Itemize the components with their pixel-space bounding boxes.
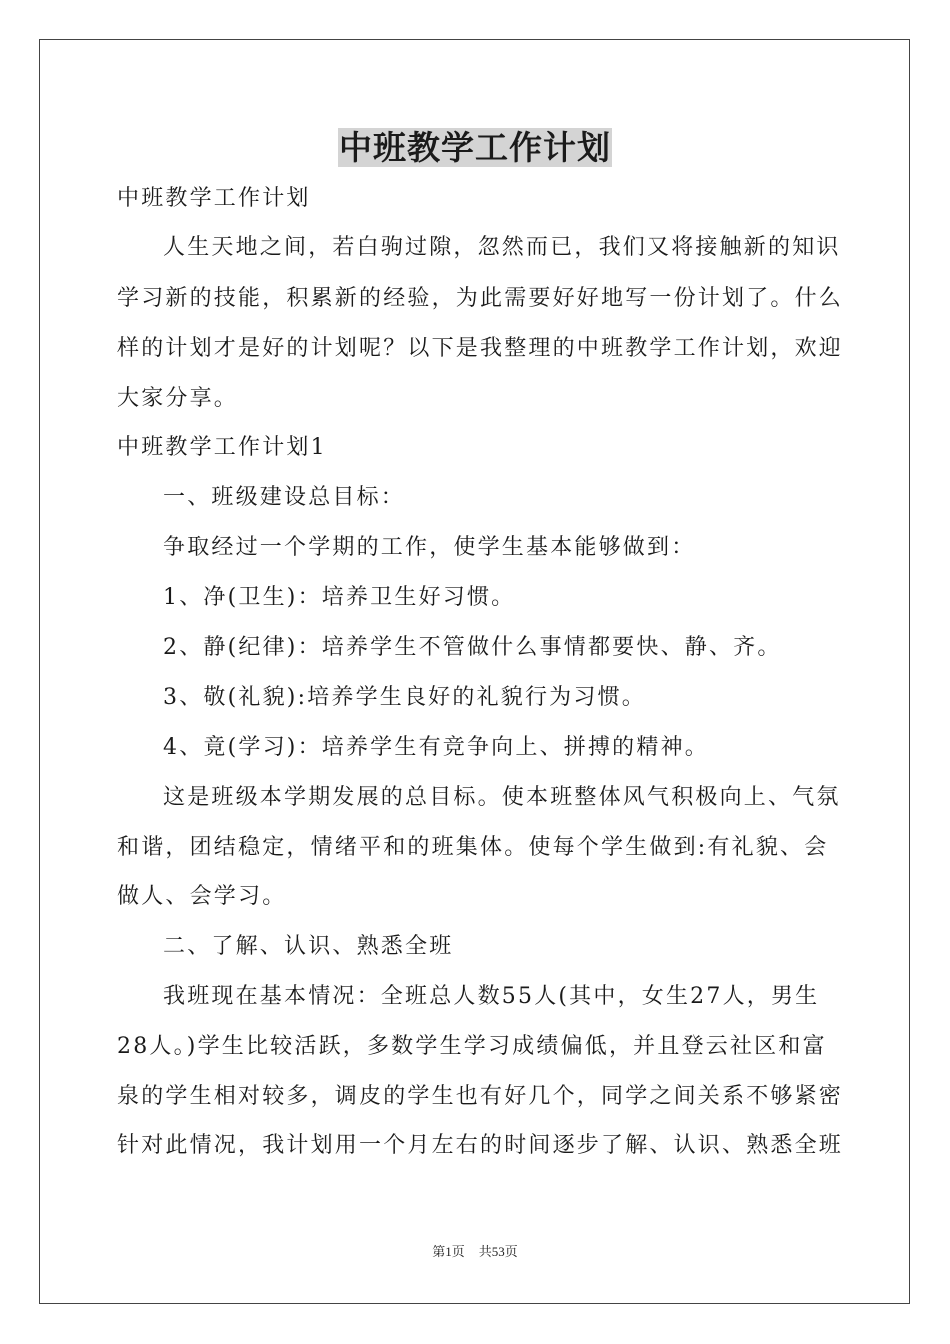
list-item: 3、敬(礼貌):培养学生良好的礼貌行为习惯。 xyxy=(163,685,646,710)
document-title-text: 中班教学工作计划 xyxy=(339,128,611,167)
list-item: 2、静(纪律)：培养学生不管做什么事情都要快、静、齐。 xyxy=(163,635,782,660)
paragraph-line: 这是班级本学期发展的总目标。使本班整体风气积极向上、气氛 xyxy=(163,785,841,810)
paragraph-line: 泉的学生相对较多，调皮的学生也有好几个，同学之间关系不够紧密 xyxy=(117,1084,844,1109)
list-item: 1、净(卫生)：培养卫生好习惯。 xyxy=(163,585,516,610)
paragraph-line: 28人。)学生比较活跃，多数学生学习成绩偏低，并且登云社区和富 xyxy=(117,1034,827,1059)
paragraph-line: 和谐，团结稳定，情绪平和的班集体。使每个学生做到:有礼貌、会 xyxy=(117,835,829,860)
paragraph-line: 一、班级建设总目标： xyxy=(163,485,406,510)
document-title xyxy=(0,126,950,170)
page-total: 共53页 xyxy=(478,1244,518,1259)
paragraph-line: 学习新的技能，积累新的经验，为此需要好好地写一份计划了。什么 xyxy=(117,286,844,311)
section-heading: 中班教学工作计划1 xyxy=(117,435,327,460)
subtitle-line: 中班教学工作计划 xyxy=(117,186,311,211)
paragraph-line: 人生天地之间，若白驹过隙，忽然而已，我们又将接触新的知识 xyxy=(163,235,841,260)
paragraph-line: 我班现在基本情况：全班总人数55人(其中，女生27人，男生 xyxy=(163,984,820,1009)
paragraph-line: 二、了解、认识、熟悉全班 xyxy=(163,934,454,959)
page-footer xyxy=(0,1243,950,1261)
paragraph-line: 做人、会学习。 xyxy=(117,884,287,909)
paragraph-line: 样的计划才是好的计划呢？以下是我整理的中班教学工作计划，欢迎 xyxy=(117,336,844,361)
paragraph-line: 大家分享。 xyxy=(117,386,239,411)
paragraph-line: 争取经过一个学期的工作，使学生基本能够做到： xyxy=(163,535,696,560)
page-border xyxy=(39,39,910,1304)
list-item: 4、竟(学习)：培养学生有竞争向上、拼搏的精神。 xyxy=(163,735,709,760)
paragraph-line: 针对此情况，我计划用一个月左右的时间逐步了解、认识、熟悉全班 xyxy=(117,1133,844,1158)
page-number: 第1页 xyxy=(432,1244,465,1259)
